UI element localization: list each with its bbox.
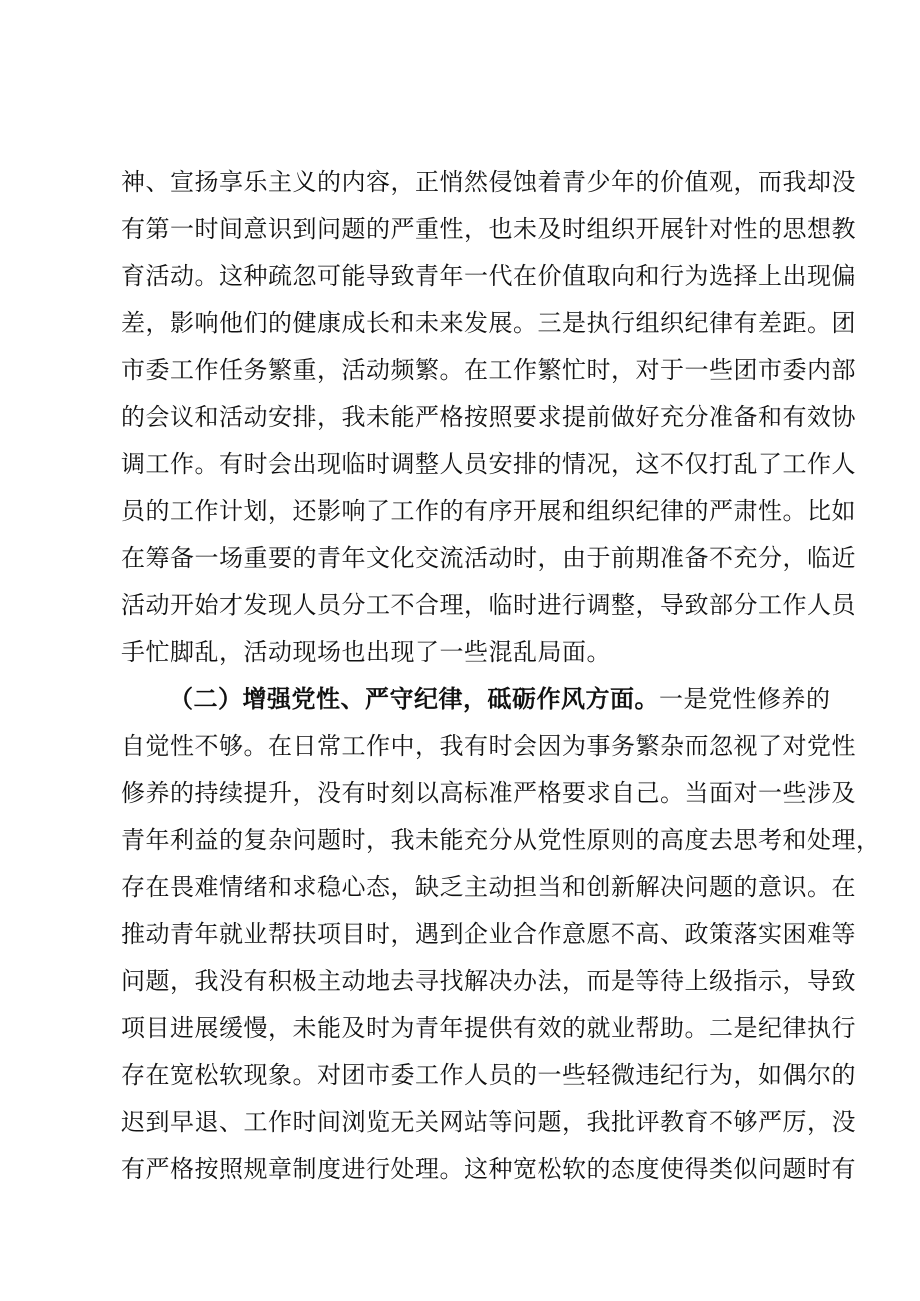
text-line: 项目进展缓慢，未能及时为青年提供有效的就业帮助。二是纪律执行 [121,1014,856,1042]
section-heading: （二）增强党性、严守纪律，砥砺作风方面。 [169,684,659,713]
text-line: 育活动。这种疏忽可能导致青年一代在价值取向和行为选择上出现偏 [121,262,856,290]
text-line: 有严格按照规章制度进行处理。这种宽松软的态度使得类似问题时有 [121,1155,856,1183]
text-line: 的会议和活动安排，我未能严格按照要求提前做好充分准备和有效协 [121,403,856,431]
text-line: 自觉性不够。在日常工作中，我有时会因为事务繁杂而忽视了对党性 [121,732,856,760]
text-line: 手忙脚乱，活动现场也出现了一些混乱局面。 [121,638,611,666]
text-line: 问题，我没有积极主动地去寻找解决办法，而是等待上级指示，导致 [121,967,856,995]
section-heading-tail: 一是党性修养的 [659,685,831,713]
text-line: 存在宽松软现象。对团市委工作人员的一些轻微违纪行为，如偶尔的 [121,1061,856,1089]
text-line: 神、宣扬享乐主义的内容，正悄然侵蚀着青少年的价值观，而我却没 [121,168,856,196]
text-line: 员的工作计划，还影响了工作的有序开展和组织纪律的严肃性。比如 [121,497,856,525]
text-line: 差，影响他们的健康成长和未来发展。三是执行组织纪律有差距。团 [121,309,856,337]
text-line: 调工作。有时会出现临时调整人员安排的情况，这不仅打乱了工作人 [121,450,856,478]
text-line: 迟到早退、工作时间浏览无关网站等问题，我批评教育不够严厉，没 [121,1108,856,1136]
text-line: 在筹备一场重要的青年文化交流活动时，由于前期准备不充分，临近 [121,544,856,572]
text-line: 推动青年就业帮扶项目时，遇到企业合作意愿不高、政策落实困难等 [121,920,856,948]
text-line: 有第一时间意识到问题的严重性，也未及时组织开展针对性的思想教 [121,215,856,243]
text-line: 存在畏难情绪和求稳心态，缺乏主动担当和创新解决问题的意识。在 [121,873,856,901]
section-heading-line [169,684,831,713]
text-line: 修养的持续提升，没有时刻以高标准严格要求自己。当面对一些涉及 [121,779,856,807]
text-line: 市委工作任务繁重，活动频繁。在工作繁忙时，对于一些团市委内部 [121,356,856,384]
text-line: 青年利益的复杂问题时，我未能充分从党性原则的高度去思考和处理， [121,826,881,854]
text-line: 活动开始才发现人员分工不合理，临时进行调整，导致部分工作人员 [121,591,856,619]
